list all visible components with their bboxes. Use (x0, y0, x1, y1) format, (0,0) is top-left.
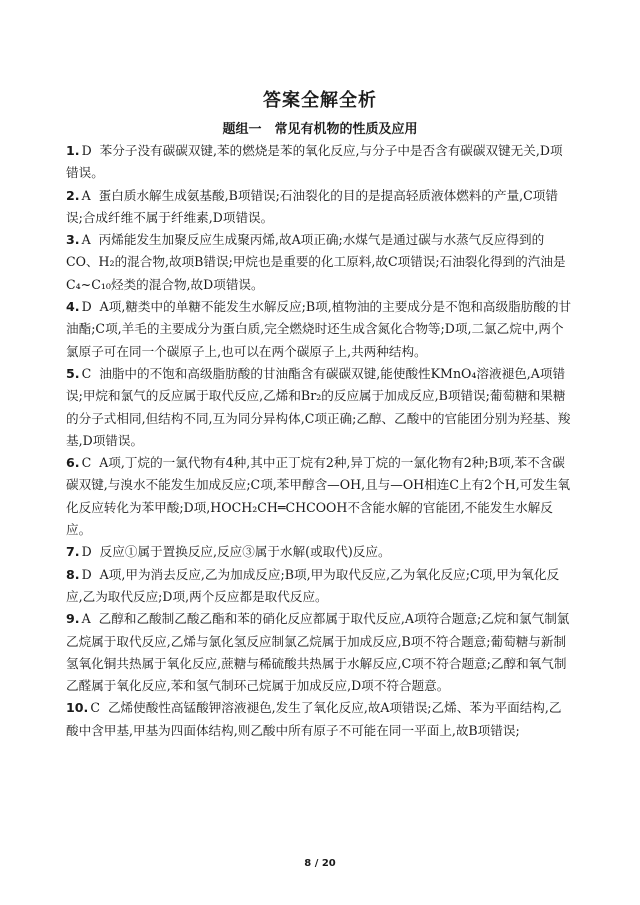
answer-item (66, 608, 574, 697)
item-answer: D (81, 299, 92, 315)
item-answer: A (81, 232, 91, 248)
answer-item (66, 564, 574, 609)
page-number: 8 / 20 (304, 858, 336, 869)
section-subtitle: 题组一 常见有机物的性质及应用 (222, 122, 418, 137)
page-title: 答案全解全析 (263, 90, 377, 111)
item-answer: D (81, 143, 92, 158)
item-answer: C (81, 455, 92, 471)
answer-item (66, 697, 574, 742)
answer-item (66, 229, 574, 296)
item-number: 4. (66, 299, 80, 315)
item-explanation: A项,甲为消去反应,乙为加成反应;B项,甲为取代反应,乙为氧化反应;C项,甲为氧化反应,乙为取代反应;D项,两个反应都是取代反应。 (66, 566, 560, 604)
item-answer: A (81, 611, 91, 627)
item-explanation: A项,丁烷的一氯代物有4种,其中正丁烷有2种,异丁烷的一氯化物有2种;B项,苯不含碳碳双键,与溴水不能发生加成反应;C项,苯甲醇含—OH,且与—OH相连C上有2个H,可发生氧化反应转化为苯甲酸;D项,HOCH₂CH═CHCOOH不含能水解的官能团,不能发生水解反应。 (66, 455, 571, 538)
item-number: 5. (66, 365, 80, 381)
answer-item (66, 452, 574, 541)
answer-item (66, 363, 574, 452)
item-number: 1. (66, 143, 80, 158)
item-answer: C (90, 700, 100, 716)
item-number: 2. (66, 187, 80, 203)
item-explanation: 反应①属于置换反应,反应③属于水解(或取代)反应。 (99, 544, 391, 560)
item-explanation: 乙醇和乙酸制乙酸乙酯和苯的硝化反应都属于取代反应,A项符合题意;乙烷和氯气制氯乙烷属于取代反应,乙烯与氯化氢反应制氯乙烷属于加成反应,B项不符合题意;葡萄糖与新制氢氧化铜共热属于氧化反应,蔗糖与稀硫酸共热属于水解反应,C项不符合题意;乙醇和氧气制乙醛属于氧化反应,苯和氢气制环己烷属于加成反应,D项不符合题意。 (66, 611, 570, 694)
item-answer: C (81, 365, 92, 381)
item-number: 7. (66, 544, 80, 560)
item-explanation: 乙烯使酸性高锰酸钾溶液褪色,发生了氧化反应,故A项错误;乙烯、苯为平面结构,乙酸中含甲基,甲基为四面体结构,则乙酸中所有原子不可能在同一平面上,故B项错误; (66, 700, 562, 738)
item-explanation: A项,糖类中的单糖不能发生水解反应;B项,植物油的主要成分是不饱和高级脂肪酸的甘油酯;C项,羊毛的主要成分为蛋白质,完全燃烧时还生成含氮化合物等;D项,二氯乙烷中,两个氯原子可在同一个碳原子上,也可以在两个碳原子上,共两种结构。 (66, 299, 572, 359)
answer-item (66, 185, 574, 230)
item-number: 3. (66, 232, 80, 248)
item-number: 8. (66, 566, 80, 582)
item-number: 9. (66, 611, 80, 627)
item-answer: A (81, 187, 91, 203)
item-number: 10. (66, 700, 89, 716)
item-explanation: 蛋白质水解生成氨基酸,B项错误;石油裂化的目的是提高轻质液体燃料的产量,C项错误;合成纤维不属于纤维素,D项错误。 (66, 187, 558, 225)
answer-item (66, 541, 574, 563)
item-answer: D (81, 566, 92, 582)
answer-item (66, 296, 574, 363)
answer-item (66, 140, 574, 185)
item-explanation: 苯分子没有碳碳双键,苯的燃烧是苯的氧化反应,与分子中是否含有碳碳双键无关,D项错误。 (66, 143, 563, 181)
answer-list (66, 140, 574, 742)
item-explanation: 油脂中的不饱和高级脂肪酸的甘油酯含有碳碳双键,能使酸性KMnO₄溶液褪色,A项错误;甲烷和氯气的反应属于取代反应,乙烯和Br₂的反应属于加成反应,B项错误;葡萄糖和果糖的分子式相同,但结构不同,互为同分异构体,C项正确;乙醇、乙酸中的官能团分别为羟基、羧基,D项错误。 (66, 365, 571, 448)
item-number: 6. (66, 455, 80, 471)
item-answer: D (81, 544, 92, 560)
item-explanation: 丙烯能发生加聚反应生成聚丙烯,故A项正确;水煤气是通过碳与水蒸气反应得到的CO、H₂的混合物,故项B错误;甲烷也是重要的化工原料,故C项错误;石油裂化得到的汽油是C₄~C₁₀烃类的混合物,故D项错误。 (66, 232, 566, 292)
